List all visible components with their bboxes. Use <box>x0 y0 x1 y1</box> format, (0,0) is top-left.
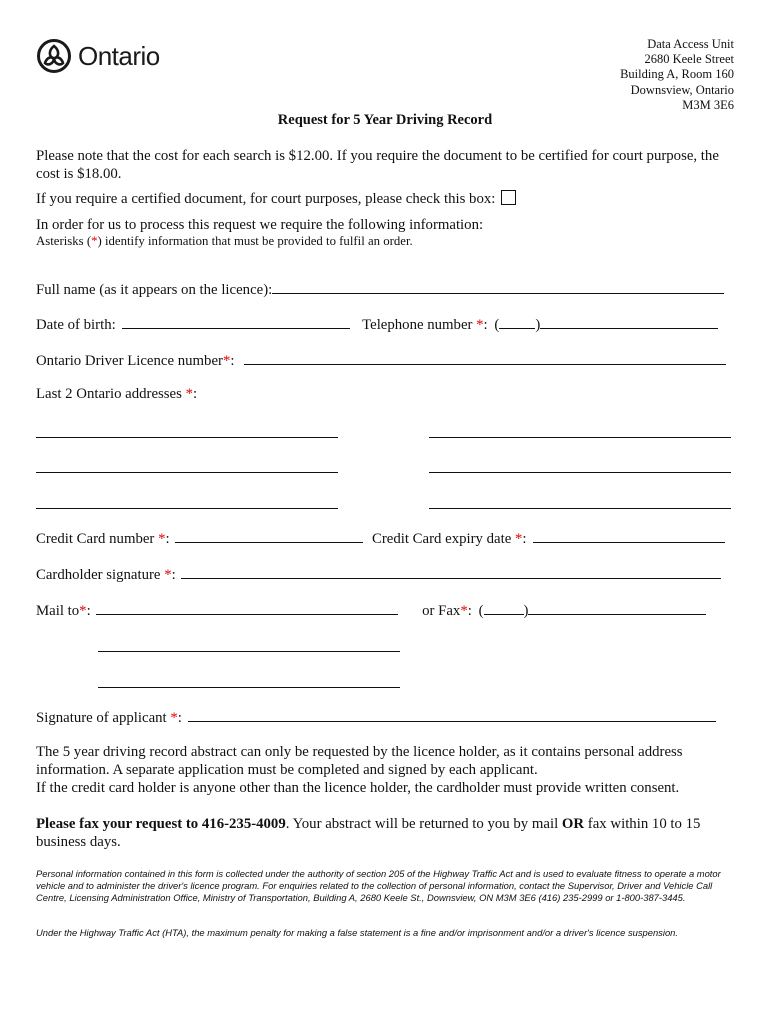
asterisk-note-text: Asterisks ( <box>36 234 92 248</box>
fax-area-close: ) <box>523 603 529 619</box>
dob-phone-row <box>36 315 718 334</box>
dob-label: Date of birth: <box>36 317 116 333</box>
area-code-open: ( <box>494 317 500 333</box>
certified-checkbox[interactable] <box>501 190 516 205</box>
fax-instructions <box>36 815 726 851</box>
brand-name: Ontario <box>78 40 160 71</box>
abstract-note-2: If the credit card holder is anyone other than the licence holder, the cardholder must provide written consent. <box>36 780 680 796</box>
abstract-note-1: The 5 year driving record abstract can only be requested by the licence holder, as it contains personal address information. A separate application must be completed and signed by each applicant. <box>36 744 683 778</box>
asterisk-note <box>36 234 413 249</box>
credit-card-row <box>36 529 725 548</box>
fax-or: OR <box>561 816 585 832</box>
fax-text: . Your abstract will be returned to you by mail <box>285 816 562 832</box>
cardholder-signature-input[interactable] <box>181 565 721 579</box>
cardholder-signature-row <box>36 565 721 584</box>
signature-input[interactable] <box>188 708 716 722</box>
fax-area-open: ( <box>478 603 484 619</box>
address-line: M3M 3E6 <box>682 97 734 112</box>
address-2-line-3[interactable] <box>429 508 731 509</box>
asterisk-symbol: * <box>91 234 98 248</box>
certified-row <box>36 190 516 208</box>
address-line: Downsview, Ontario <box>630 82 734 97</box>
area-code-input[interactable] <box>499 315 535 329</box>
dob-input[interactable] <box>122 315 350 329</box>
fax-input[interactable] <box>528 601 706 615</box>
addresses-label: Last 2 Ontario addresses <box>36 386 182 402</box>
address-line: Data Access Unit <box>647 37 734 51</box>
form-title: Request for 5 Year Driving Record <box>277 112 493 128</box>
colon: : <box>192 386 198 402</box>
signature-label: Signature of applicant <box>36 710 167 726</box>
colon: : <box>522 531 527 547</box>
colon: : <box>483 317 488 333</box>
addresses-row <box>36 386 197 403</box>
required-star: * <box>164 567 172 583</box>
colon: : <box>86 603 91 619</box>
certified-label: If you require a certified document, for court purposes, please check this box: <box>36 191 496 207</box>
telephone-label: Telephone number <box>362 317 473 333</box>
abstract-note <box>36 743 716 797</box>
full-name-row <box>36 280 724 299</box>
trillium-icon <box>36 38 72 74</box>
card-expiry-input[interactable] <box>533 529 725 543</box>
card-number-input[interactable] <box>175 529 363 543</box>
address-line: Building A, Room 160 <box>620 67 734 82</box>
mail-to-input[interactable] <box>96 601 398 615</box>
fax-area-input[interactable] <box>484 601 524 615</box>
required-star: * <box>170 710 178 726</box>
colon: : <box>165 531 170 547</box>
required-star: * <box>222 353 231 369</box>
colon: : <box>171 567 176 583</box>
card-expiry-label: Credit Card expiry date <box>372 531 512 547</box>
fax-label: or Fax <box>422 603 461 619</box>
address-2-line-1[interactable] <box>429 437 731 438</box>
address-2-line-2[interactable] <box>429 472 731 473</box>
mail-to-line-2[interactable] <box>98 651 400 652</box>
asterisk-note-text: ) identify information that must be provided to fulfil an order. <box>97 234 413 248</box>
required-star: * <box>185 386 193 402</box>
mail-to-label: Mail to <box>36 603 80 619</box>
address-1-line-2[interactable] <box>36 472 338 473</box>
required-star: * <box>158 531 166 547</box>
privacy-notice: Personal information contained in this form is collected under the authority of section 205 of the Highway Traffic Act and is used to evaluate fitness to operate a motor vehicle and to administer the driver's licence program. For enquiries related to the collection of personal information, contact the Supervisor, Driver and Vehicle Call Centre, Licensing Administration Office, Ministry of Transportation, Building A, 2680 Keele St., Downsview, ON M3M 3E6 (416) 235-2999 or 1-800-387-3445. <box>36 868 721 903</box>
required-star: * <box>476 317 484 333</box>
colon: : <box>177 710 182 726</box>
signature-row <box>36 708 716 727</box>
required-star: * <box>79 603 87 619</box>
telephone-input[interactable] <box>540 315 718 329</box>
mailing-address <box>620 37 734 113</box>
cardholder-signature-label: Cardholder signature <box>36 567 161 583</box>
area-code-close: ) <box>535 317 541 333</box>
required-star: * <box>515 531 523 547</box>
address-1-line-3[interactable] <box>36 508 338 509</box>
cost-note: Please note that the cost for each search is $12.00. If you require the document to be certified for court purpose, the cost is $18.00. <box>36 148 719 182</box>
colon: : <box>230 353 235 369</box>
full-name-input[interactable] <box>272 280 724 294</box>
ontario-logo <box>36 38 160 74</box>
fax-number: Please fax your request to 416-235-4009 <box>36 816 286 832</box>
info-required: In order for us to process this request we require the following information: <box>36 217 484 233</box>
licence-row <box>36 351 726 370</box>
fax-text: fax within 10 to 15 business days. <box>36 816 701 850</box>
full-name-label: Full name (as it appears on the licence): <box>36 282 273 298</box>
required-star: * <box>460 603 468 619</box>
penalty-notice: Under the Highway Traffic Act (HTA), the maximum penalty for making a false statement is a fine and/or imprisonment and/or a driver's licence suspension. <box>36 927 678 938</box>
mail-to-line-3[interactable] <box>98 687 400 688</box>
licence-label: Ontario Driver Licence number <box>36 353 223 369</box>
licence-input[interactable] <box>244 351 726 365</box>
mail-fax-row <box>36 601 706 620</box>
card-number-label: Credit Card number <box>36 531 155 547</box>
address-line: 2680 Keele Street <box>644 52 734 67</box>
address-1-line-1[interactable] <box>36 437 338 438</box>
colon: : <box>467 603 472 619</box>
